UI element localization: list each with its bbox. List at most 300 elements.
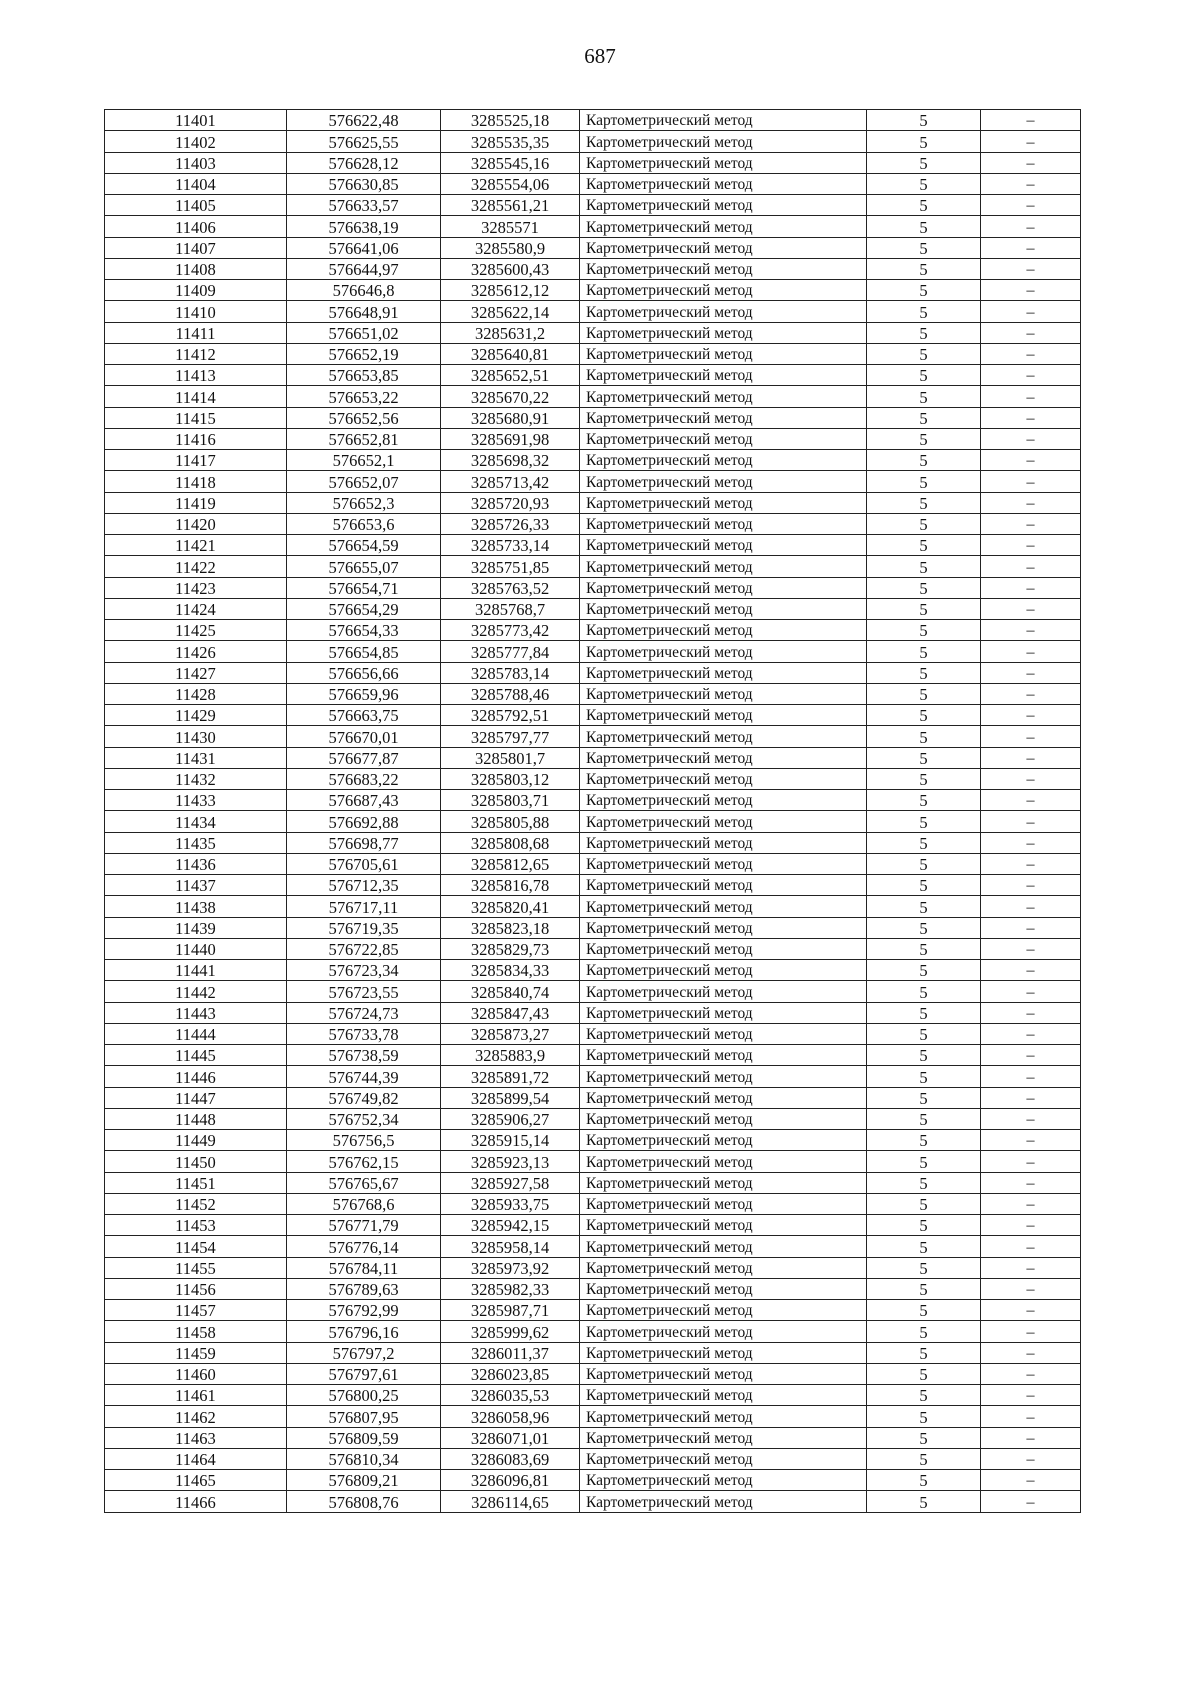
point-number-cell: 11462 xyxy=(105,1406,287,1427)
coordinates-table-body xyxy=(105,110,1081,1513)
point-number-cell: 11446 xyxy=(105,1066,287,1087)
y-coordinate-cell: 3285580,9 xyxy=(441,237,580,258)
accuracy-cell: 5 xyxy=(867,683,981,704)
method-cell: Картометрический метод xyxy=(580,1023,867,1044)
method-cell: Картометрический метод xyxy=(580,1300,867,1321)
note-cell: – xyxy=(981,301,1081,322)
table-row xyxy=(105,365,1081,386)
point-number-cell: 11466 xyxy=(105,1491,287,1512)
note-cell: – xyxy=(981,620,1081,641)
accuracy-cell: 5 xyxy=(867,726,981,747)
method-cell: Картометрический метод xyxy=(580,1215,867,1236)
table-row xyxy=(105,917,1081,938)
point-number-cell: 11429 xyxy=(105,705,287,726)
y-coordinate-cell: 3285773,42 xyxy=(441,620,580,641)
x-coordinate-cell: 576653,6 xyxy=(287,513,441,534)
x-coordinate-cell: 576807,95 xyxy=(287,1406,441,1427)
accuracy-cell: 5 xyxy=(867,1023,981,1044)
method-cell: Картометрический метод xyxy=(580,428,867,449)
note-cell: – xyxy=(981,1045,1081,1066)
table-row xyxy=(105,450,1081,471)
point-number-cell: 11434 xyxy=(105,811,287,832)
point-number-cell: 11450 xyxy=(105,1151,287,1172)
y-coordinate-cell: 3285823,18 xyxy=(441,917,580,938)
accuracy-cell: 5 xyxy=(867,131,981,152)
x-coordinate-cell: 576652,81 xyxy=(287,428,441,449)
note-cell: – xyxy=(981,1108,1081,1129)
method-cell: Картометрический метод xyxy=(580,896,867,917)
table-row xyxy=(105,1193,1081,1214)
point-number-cell: 11423 xyxy=(105,577,287,598)
method-cell: Картометрический метод xyxy=(580,662,867,683)
accuracy-cell: 5 xyxy=(867,556,981,577)
y-coordinate-cell: 3286083,69 xyxy=(441,1448,580,1469)
point-number-cell: 11455 xyxy=(105,1257,287,1278)
point-number-cell: 11443 xyxy=(105,1002,287,1023)
y-coordinate-cell: 3285820,41 xyxy=(441,896,580,917)
y-coordinate-cell: 3285713,42 xyxy=(441,471,580,492)
x-coordinate-cell: 576796,16 xyxy=(287,1321,441,1342)
x-coordinate-cell: 576633,57 xyxy=(287,195,441,216)
point-number-cell: 11410 xyxy=(105,301,287,322)
accuracy-cell: 5 xyxy=(867,513,981,534)
y-coordinate-cell: 3286096,81 xyxy=(441,1470,580,1491)
point-number-cell: 11438 xyxy=(105,896,287,917)
point-number-cell: 11405 xyxy=(105,195,287,216)
table-row xyxy=(105,386,1081,407)
method-cell: Картометрический метод xyxy=(580,620,867,641)
accuracy-cell: 5 xyxy=(867,1427,981,1448)
method-cell: Картометрический метод xyxy=(580,683,867,704)
point-number-cell: 11430 xyxy=(105,726,287,747)
y-coordinate-cell: 3285751,85 xyxy=(441,556,580,577)
table-row xyxy=(105,1045,1081,1066)
accuracy-cell: 5 xyxy=(867,1321,981,1342)
x-coordinate-cell: 576663,75 xyxy=(287,705,441,726)
y-coordinate-cell: 3285670,22 xyxy=(441,386,580,407)
x-coordinate-cell: 576655,07 xyxy=(287,556,441,577)
x-coordinate-cell: 576723,34 xyxy=(287,960,441,981)
x-coordinate-cell: 576809,59 xyxy=(287,1427,441,1448)
point-number-cell: 11442 xyxy=(105,981,287,1002)
accuracy-cell: 5 xyxy=(867,790,981,811)
table-row xyxy=(105,832,1081,853)
table-row xyxy=(105,1342,1081,1363)
point-number-cell: 11440 xyxy=(105,938,287,959)
method-cell: Картометрический метод xyxy=(580,280,867,301)
method-cell: Картометрический метод xyxy=(580,938,867,959)
table-row xyxy=(105,110,1081,131)
y-coordinate-cell: 3285797,77 xyxy=(441,726,580,747)
point-number-cell: 11415 xyxy=(105,407,287,428)
accuracy-cell: 5 xyxy=(867,1087,981,1108)
accuracy-cell: 5 xyxy=(867,1045,981,1066)
table-row xyxy=(105,513,1081,534)
table-row xyxy=(105,1491,1081,1512)
x-coordinate-cell: 576652,3 xyxy=(287,492,441,513)
point-number-cell: 11457 xyxy=(105,1300,287,1321)
y-coordinate-cell: 3285840,74 xyxy=(441,981,580,1002)
y-coordinate-cell: 3286011,37 xyxy=(441,1342,580,1363)
y-coordinate-cell: 3285726,33 xyxy=(441,513,580,534)
method-cell: Картометрический метод xyxy=(580,492,867,513)
method-cell: Картометрический метод xyxy=(580,811,867,832)
accuracy-cell: 5 xyxy=(867,450,981,471)
table-row xyxy=(105,938,1081,959)
accuracy-cell: 5 xyxy=(867,1342,981,1363)
y-coordinate-cell: 3285561,21 xyxy=(441,195,580,216)
note-cell: – xyxy=(981,938,1081,959)
x-coordinate-cell: 576808,76 xyxy=(287,1491,441,1512)
note-cell: – xyxy=(981,110,1081,131)
accuracy-cell: 5 xyxy=(867,1278,981,1299)
x-coordinate-cell: 576719,35 xyxy=(287,917,441,938)
accuracy-cell: 5 xyxy=(867,173,981,194)
point-number-cell: 11452 xyxy=(105,1193,287,1214)
y-coordinate-cell: 3285816,78 xyxy=(441,875,580,896)
y-coordinate-cell: 3285788,46 xyxy=(441,683,580,704)
table-row xyxy=(105,1278,1081,1299)
point-number-cell: 11416 xyxy=(105,428,287,449)
point-number-cell: 11428 xyxy=(105,683,287,704)
table-row xyxy=(105,535,1081,556)
accuracy-cell: 5 xyxy=(867,365,981,386)
x-coordinate-cell: 576810,34 xyxy=(287,1448,441,1469)
point-number-cell: 11464 xyxy=(105,1448,287,1469)
point-number-cell: 11439 xyxy=(105,917,287,938)
table-row xyxy=(105,1087,1081,1108)
accuracy-cell: 5 xyxy=(867,620,981,641)
x-coordinate-cell: 576797,61 xyxy=(287,1363,441,1384)
page-number: 687 xyxy=(584,44,616,68)
note-cell: – xyxy=(981,280,1081,301)
table-row xyxy=(105,683,1081,704)
table-row xyxy=(105,1300,1081,1321)
point-number-cell: 11451 xyxy=(105,1172,287,1193)
note-cell: – xyxy=(981,1151,1081,1172)
note-cell: – xyxy=(981,1427,1081,1448)
point-number-cell: 11422 xyxy=(105,556,287,577)
x-coordinate-cell: 576654,71 xyxy=(287,577,441,598)
table-row xyxy=(105,301,1081,322)
accuracy-cell: 5 xyxy=(867,258,981,279)
method-cell: Картометрический метод xyxy=(580,131,867,152)
note-cell: – xyxy=(981,1385,1081,1406)
table-row xyxy=(105,1427,1081,1448)
x-coordinate-cell: 576784,11 xyxy=(287,1257,441,1278)
note-cell: – xyxy=(981,960,1081,981)
x-coordinate-cell: 576652,1 xyxy=(287,450,441,471)
note-cell: – xyxy=(981,832,1081,853)
table-row xyxy=(105,853,1081,874)
y-coordinate-cell: 3285600,43 xyxy=(441,258,580,279)
note-cell: – xyxy=(981,428,1081,449)
point-number-cell: 11461 xyxy=(105,1385,287,1406)
table-row xyxy=(105,1321,1081,1342)
y-coordinate-cell: 3285545,16 xyxy=(441,152,580,173)
x-coordinate-cell: 576646,8 xyxy=(287,280,441,301)
method-cell: Картометрический метод xyxy=(580,853,867,874)
y-coordinate-cell: 3285698,32 xyxy=(441,450,580,471)
method-cell: Картометрический метод xyxy=(580,152,867,173)
table-row xyxy=(105,1215,1081,1236)
point-number-cell: 11414 xyxy=(105,386,287,407)
method-cell: Картометрический метод xyxy=(580,790,867,811)
method-cell: Картометрический метод xyxy=(580,1406,867,1427)
y-coordinate-cell: 3285803,12 xyxy=(441,768,580,789)
x-coordinate-cell: 576776,14 xyxy=(287,1236,441,1257)
accuracy-cell: 5 xyxy=(867,981,981,1002)
y-coordinate-cell: 3285873,27 xyxy=(441,1023,580,1044)
table-row xyxy=(105,768,1081,789)
method-cell: Картометрический метод xyxy=(580,1427,867,1448)
x-coordinate-cell: 576792,99 xyxy=(287,1300,441,1321)
method-cell: Картометрический метод xyxy=(580,1257,867,1278)
point-number-cell: 11441 xyxy=(105,960,287,981)
method-cell: Картометрический метод xyxy=(580,1470,867,1491)
x-coordinate-cell: 576712,35 xyxy=(287,875,441,896)
table-row xyxy=(105,726,1081,747)
x-coordinate-cell: 576705,61 xyxy=(287,853,441,874)
table-row xyxy=(105,492,1081,513)
accuracy-cell: 5 xyxy=(867,1193,981,1214)
table-row xyxy=(105,1002,1081,1023)
table-row xyxy=(105,811,1081,832)
note-cell: – xyxy=(981,131,1081,152)
method-cell: Картометрический метод xyxy=(580,1172,867,1193)
x-coordinate-cell: 576768,6 xyxy=(287,1193,441,1214)
accuracy-cell: 5 xyxy=(867,195,981,216)
note-cell: – xyxy=(981,577,1081,598)
method-cell: Картометрический метод xyxy=(580,1151,867,1172)
accuracy-cell: 5 xyxy=(867,768,981,789)
table-row xyxy=(105,1130,1081,1151)
method-cell: Картометрический метод xyxy=(580,258,867,279)
table-row xyxy=(105,343,1081,364)
method-cell: Картометрический метод xyxy=(580,1108,867,1129)
note-cell: – xyxy=(981,705,1081,726)
note-cell: – xyxy=(981,1172,1081,1193)
point-number-cell: 11407 xyxy=(105,237,287,258)
accuracy-cell: 5 xyxy=(867,1066,981,1087)
table-row xyxy=(105,1151,1081,1172)
x-coordinate-cell: 576809,21 xyxy=(287,1470,441,1491)
table-row xyxy=(105,1363,1081,1384)
accuracy-cell: 5 xyxy=(867,1215,981,1236)
accuracy-cell: 5 xyxy=(867,216,981,237)
point-number-cell: 11413 xyxy=(105,365,287,386)
method-cell: Картометрический метод xyxy=(580,768,867,789)
point-number-cell: 11433 xyxy=(105,790,287,811)
table-row xyxy=(105,620,1081,641)
point-number-cell: 11402 xyxy=(105,131,287,152)
point-number-cell: 11425 xyxy=(105,620,287,641)
accuracy-cell: 5 xyxy=(867,386,981,407)
y-coordinate-cell: 3286058,96 xyxy=(441,1406,580,1427)
note-cell: – xyxy=(981,875,1081,896)
y-coordinate-cell: 3285768,7 xyxy=(441,598,580,619)
y-coordinate-cell: 3285933,75 xyxy=(441,1193,580,1214)
note-cell: – xyxy=(981,726,1081,747)
point-number-cell: 11449 xyxy=(105,1130,287,1151)
table-row xyxy=(105,790,1081,811)
method-cell: Картометрический метод xyxy=(580,343,867,364)
table-row xyxy=(105,1066,1081,1087)
method-cell: Картометрический метод xyxy=(580,195,867,216)
y-coordinate-cell: 3285535,35 xyxy=(441,131,580,152)
y-coordinate-cell: 3285691,98 xyxy=(441,428,580,449)
y-coordinate-cell: 3285640,81 xyxy=(441,343,580,364)
y-coordinate-cell: 3285805,88 xyxy=(441,811,580,832)
x-coordinate-cell: 576652,56 xyxy=(287,407,441,428)
method-cell: Картометрический метод xyxy=(580,237,867,258)
y-coordinate-cell: 3285958,14 xyxy=(441,1236,580,1257)
accuracy-cell: 5 xyxy=(867,1363,981,1384)
note-cell: – xyxy=(981,1130,1081,1151)
method-cell: Картометрический метод xyxy=(580,1342,867,1363)
point-number-cell: 11456 xyxy=(105,1278,287,1299)
y-coordinate-cell: 3285525,18 xyxy=(441,110,580,131)
accuracy-cell: 5 xyxy=(867,237,981,258)
note-cell: – xyxy=(981,216,1081,237)
note-cell: – xyxy=(981,195,1081,216)
accuracy-cell: 5 xyxy=(867,110,981,131)
accuracy-cell: 5 xyxy=(867,960,981,981)
y-coordinate-cell: 3285801,7 xyxy=(441,747,580,768)
x-coordinate-cell: 576687,43 xyxy=(287,790,441,811)
accuracy-cell: 5 xyxy=(867,535,981,556)
method-cell: Картометрический метод xyxy=(580,1002,867,1023)
point-number-cell: 11404 xyxy=(105,173,287,194)
note-cell: – xyxy=(981,641,1081,662)
x-coordinate-cell: 576717,11 xyxy=(287,896,441,917)
note-cell: – xyxy=(981,662,1081,683)
x-coordinate-cell: 576722,85 xyxy=(287,938,441,959)
note-cell: – xyxy=(981,1236,1081,1257)
x-coordinate-cell: 576762,15 xyxy=(287,1151,441,1172)
y-coordinate-cell: 3285733,14 xyxy=(441,535,580,556)
y-coordinate-cell: 3285571 xyxy=(441,216,580,237)
x-coordinate-cell: 576651,02 xyxy=(287,322,441,343)
method-cell: Картометрический метод xyxy=(580,1321,867,1342)
y-coordinate-cell: 3285783,14 xyxy=(441,662,580,683)
point-number-cell: 11426 xyxy=(105,641,287,662)
method-cell: Картометрический метод xyxy=(580,960,867,981)
y-coordinate-cell: 3286035,53 xyxy=(441,1385,580,1406)
accuracy-cell: 5 xyxy=(867,343,981,364)
accuracy-cell: 5 xyxy=(867,917,981,938)
x-coordinate-cell: 576654,33 xyxy=(287,620,441,641)
coordinates-table xyxy=(104,109,1081,1513)
y-coordinate-cell: 3285883,9 xyxy=(441,1045,580,1066)
note-cell: – xyxy=(981,1066,1081,1087)
x-coordinate-cell: 576683,22 xyxy=(287,768,441,789)
point-number-cell: 11448 xyxy=(105,1108,287,1129)
table-row xyxy=(105,981,1081,1002)
point-number-cell: 11465 xyxy=(105,1470,287,1491)
accuracy-cell: 5 xyxy=(867,1300,981,1321)
accuracy-cell: 5 xyxy=(867,853,981,874)
point-number-cell: 11420 xyxy=(105,513,287,534)
method-cell: Картометрический метод xyxy=(580,216,867,237)
y-coordinate-cell: 3285987,71 xyxy=(441,1300,580,1321)
note-cell: – xyxy=(981,598,1081,619)
table-row xyxy=(105,407,1081,428)
method-cell: Картометрический метод xyxy=(580,726,867,747)
accuracy-cell: 5 xyxy=(867,747,981,768)
x-coordinate-cell: 576698,77 xyxy=(287,832,441,853)
method-cell: Картометрический метод xyxy=(580,1045,867,1066)
note-cell: – xyxy=(981,768,1081,789)
accuracy-cell: 5 xyxy=(867,1002,981,1023)
point-number-cell: 11411 xyxy=(105,322,287,343)
accuracy-cell: 5 xyxy=(867,598,981,619)
accuracy-cell: 5 xyxy=(867,1130,981,1151)
method-cell: Картометрический метод xyxy=(580,407,867,428)
method-cell: Картометрический метод xyxy=(580,365,867,386)
x-coordinate-cell: 576771,79 xyxy=(287,1215,441,1236)
table-row xyxy=(105,641,1081,662)
method-cell: Картометрический метод xyxy=(580,1448,867,1469)
accuracy-cell: 5 xyxy=(867,1236,981,1257)
accuracy-cell: 5 xyxy=(867,428,981,449)
note-cell: – xyxy=(981,917,1081,938)
y-coordinate-cell: 3285834,33 xyxy=(441,960,580,981)
note-cell: – xyxy=(981,1448,1081,1469)
method-cell: Картометрический метод xyxy=(580,1066,867,1087)
accuracy-cell: 5 xyxy=(867,471,981,492)
note-cell: – xyxy=(981,556,1081,577)
x-coordinate-cell: 576659,96 xyxy=(287,683,441,704)
y-coordinate-cell: 3286071,01 xyxy=(441,1427,580,1448)
accuracy-cell: 5 xyxy=(867,577,981,598)
method-cell: Картометрический метод xyxy=(580,1363,867,1384)
note-cell: – xyxy=(981,173,1081,194)
x-coordinate-cell: 576692,88 xyxy=(287,811,441,832)
point-number-cell: 11432 xyxy=(105,768,287,789)
accuracy-cell: 5 xyxy=(867,641,981,662)
note-cell: – xyxy=(981,1087,1081,1108)
accuracy-cell: 5 xyxy=(867,152,981,173)
x-coordinate-cell: 576789,63 xyxy=(287,1278,441,1299)
x-coordinate-cell: 576628,12 xyxy=(287,152,441,173)
method-cell: Картометрический метод xyxy=(580,981,867,1002)
method-cell: Картометрический метод xyxy=(580,535,867,556)
x-coordinate-cell: 576652,07 xyxy=(287,471,441,492)
y-coordinate-cell: 3285720,93 xyxy=(441,492,580,513)
x-coordinate-cell: 576752,34 xyxy=(287,1108,441,1129)
accuracy-cell: 5 xyxy=(867,811,981,832)
accuracy-cell: 5 xyxy=(867,832,981,853)
note-cell: – xyxy=(981,152,1081,173)
method-cell: Картометрический метод xyxy=(580,875,867,896)
x-coordinate-cell: 576644,97 xyxy=(287,258,441,279)
note-cell: – xyxy=(981,853,1081,874)
note-cell: – xyxy=(981,1257,1081,1278)
x-coordinate-cell: 576625,55 xyxy=(287,131,441,152)
x-coordinate-cell: 576738,59 xyxy=(287,1045,441,1066)
x-coordinate-cell: 576652,19 xyxy=(287,343,441,364)
accuracy-cell: 5 xyxy=(867,1172,981,1193)
point-number-cell: 11409 xyxy=(105,280,287,301)
method-cell: Картометрический метод xyxy=(580,1385,867,1406)
note-cell: – xyxy=(981,492,1081,513)
accuracy-cell: 5 xyxy=(867,705,981,726)
table-row xyxy=(105,428,1081,449)
point-number-cell: 11458 xyxy=(105,1321,287,1342)
y-coordinate-cell: 3285631,2 xyxy=(441,322,580,343)
table-row xyxy=(105,152,1081,173)
